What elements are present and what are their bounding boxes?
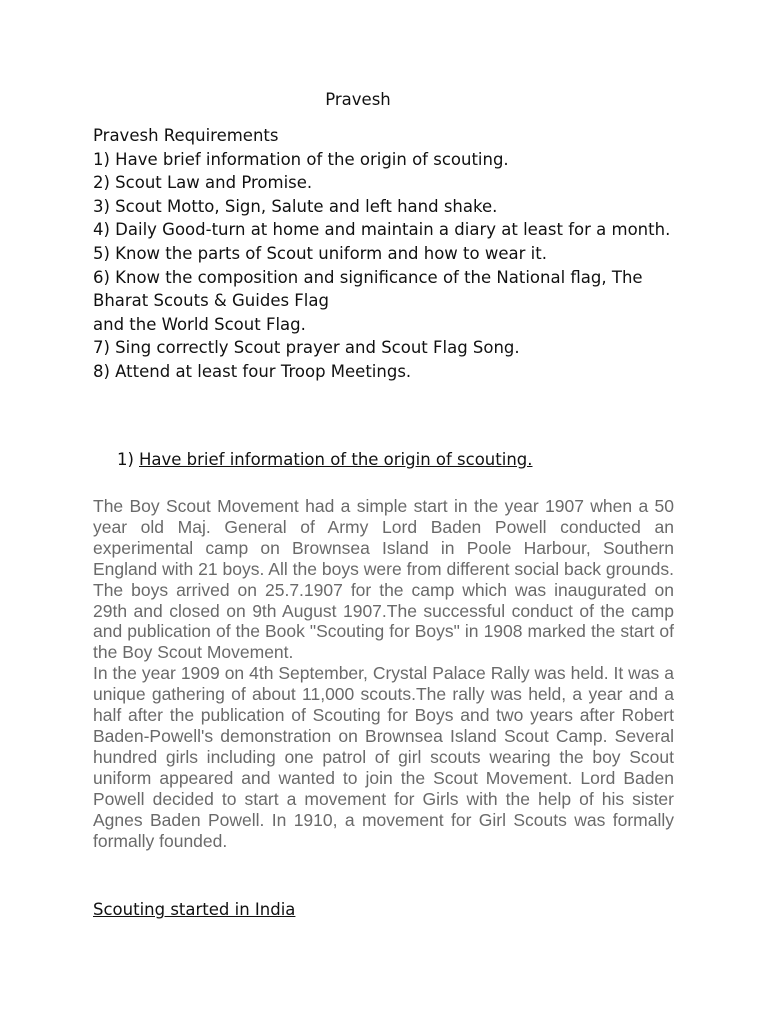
- section-number: 1): [117, 450, 134, 469]
- requirement-item-continuation: and the World Scout Flag.: [93, 314, 306, 334]
- requirement-item: 7) Sing correctly Scout prayer and Scout Flag Song.: [93, 338, 520, 358]
- requirement-item: 1) Have brief information of the origin of scouting.: [93, 149, 509, 169]
- requirement-item: 2) Scout Law and Promise.: [93, 173, 313, 193]
- requirement-item: 5) Know the parts of Scout uniform and how to wear it.: [93, 243, 547, 263]
- section-heading: [117, 448, 533, 472]
- requirements-list: [93, 124, 693, 384]
- requirement-item: 8) Attend at least four Troop Meetings.: [93, 361, 412, 381]
- body-paragraph: In the year 1909 on 4th September, Crystal Palace Rally was held. It was a unique gathering of about 11,000 scouts.The rally was held, a year and a half after the publication of Scouting for Boys and two years after Robert Baden-Powell's demonstration on Brownsea Island Scout Camp. Several hundred girls including one patrol of girl scouts wearing the boy Scout uniform appeared and wanted to join the Scout Movement. Lord Baden Powell decided to start a movement for Girls with the help of his sister Agnes Baden Powell. In 1910, a movement for Girl Scouts was formally formally founded.: [93, 663, 674, 851]
- body-paragraph: The Boy Scout Movement had a simple start in the year 1907 when a 50 year old Maj. General of Army Lord Baden Powell conducted an experimental camp on Brownsea Island in Poole Harbour, Southern England with 21 boys. All the boys were from different social back grounds. The boys arrived on 25.7.1907 for the camp which was inaugurated on 29th and closed on 9th August 1907.The successful conduct of the camp and publication of the Book "Scouting for Boys" in 1908 marked the start of the Boy Scout Movement.: [93, 496, 674, 663]
- section-body: [93, 496, 674, 851]
- page-title: Pravesh: [325, 90, 391, 109]
- requirement-item: 4) Daily Good-turn at home and maintain a diary at least for a month.: [93, 220, 671, 240]
- requirement-item-continuation: Bharat Scouts & Guides Flag: [93, 291, 329, 311]
- requirements-heading: Pravesh Requirements: [93, 126, 279, 145]
- requirement-item: 3) Scout Motto, Sign, Salute and left hand shake.: [93, 196, 498, 216]
- subheading: Scouting started in India: [93, 900, 296, 919]
- section-heading-text: Have brief information of the origin of scouting.: [139, 450, 533, 469]
- requirement-item: 6) Know the composition and significance of the National flag, The: [93, 267, 643, 287]
